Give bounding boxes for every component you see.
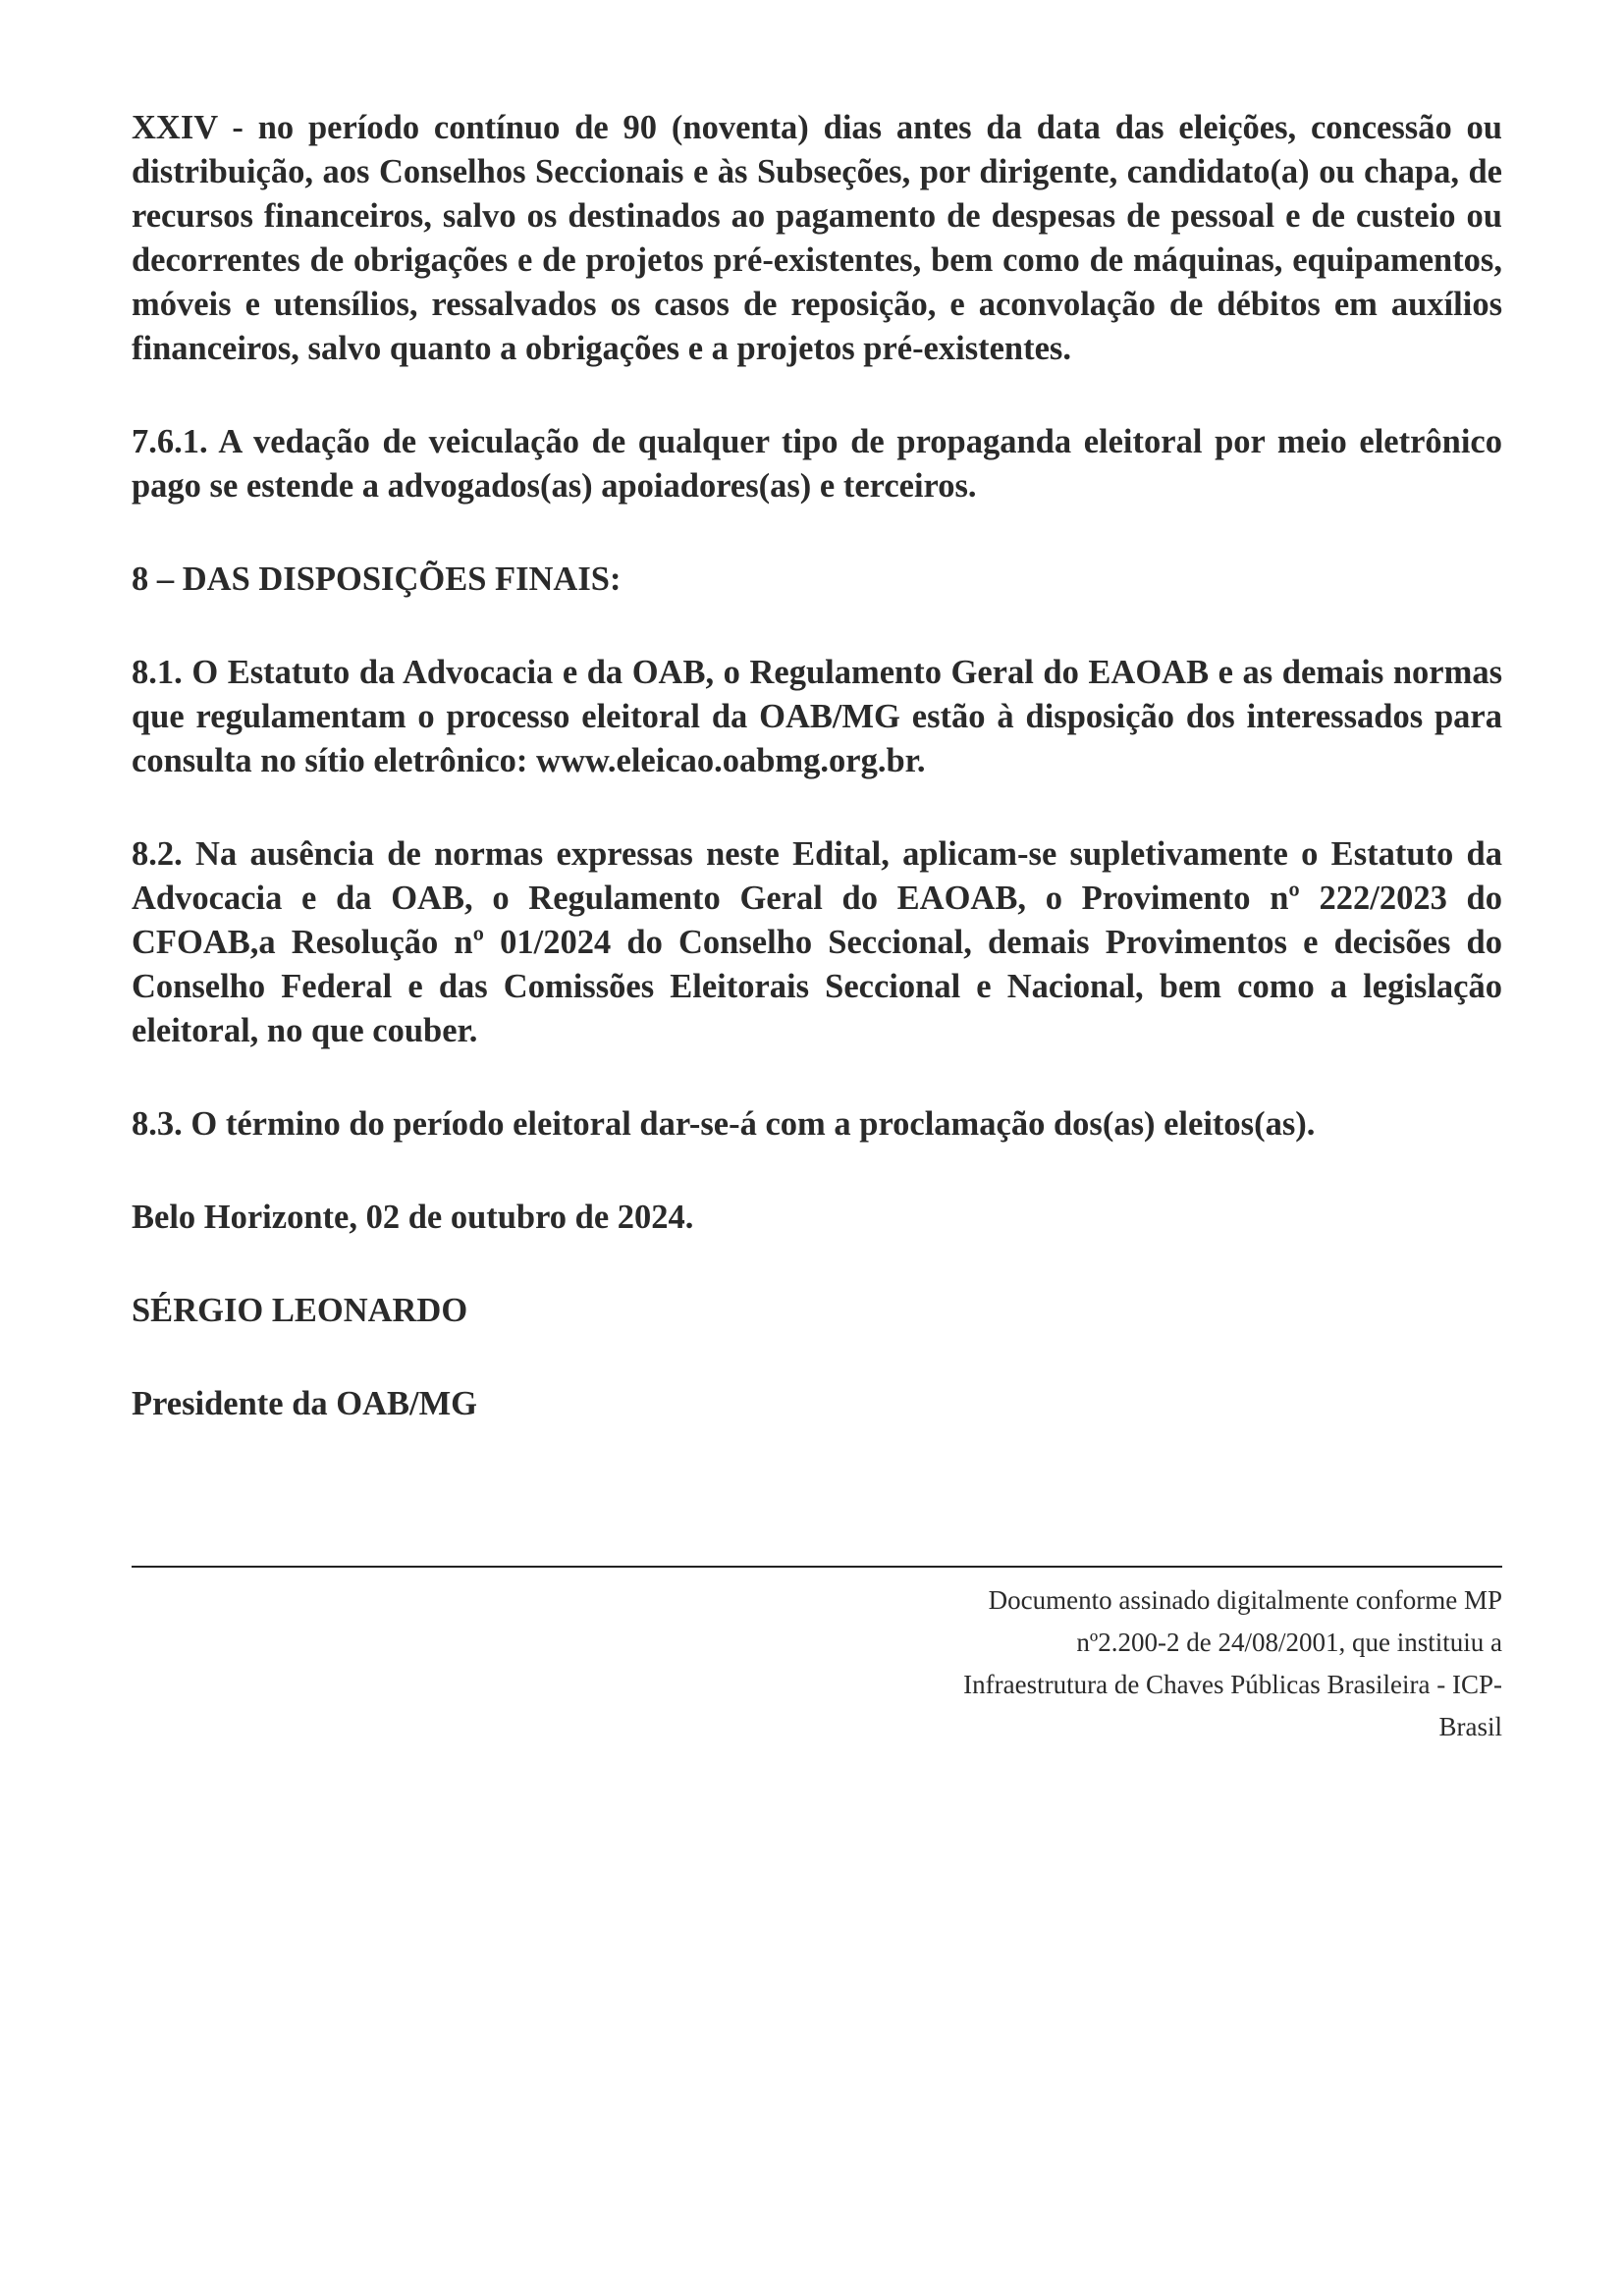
signature-note-line-4: Brasil	[1438, 1712, 1502, 1741]
signature-note-line-2: nº2.200-2 de 24/08/2001, que instituiu a	[1076, 1628, 1502, 1657]
digital-signature-note	[815, 1579, 1502, 1748]
section-heading-8: 8 – DAS DISPOSIÇÕES FINAIS:	[132, 561, 622, 598]
document-body	[132, 106, 1502, 1475]
paragraph-8-2: 8.2. Na ausência de normas expressas neste Edital, aplicam-se supletivamente o Estatuto da Advocacia e da OAB, o Regulamento Geral do EAOAB, o Provimento nº 222/2023 do CFOAB,a Resolução nº 01/2024 do Conselho Seccional, demais Provimentos e decisões do Conselho Federal e das Comissões Eleitorais Seccional e Nacional, bem como a legislação eleitoral, no que couber.	[132, 835, 1502, 1049]
paragraph-8-3: 8.3. O término do período eleitoral dar-se-á com a proclamação dos(as) eleitos(as).	[132, 1105, 1316, 1143]
signature-note-line-1: Documento assinado digitalmente conforme MP	[988, 1585, 1502, 1615]
paragraph-8-1: 8.1. O Estatuto da Advocacia e da OAB, o Regulamento Geral do EAOAB e as demais normas que regulamentam o processo eleitoral da OAB/MG estão à disposição dos interessados para consulta no sítio eletrônico: www.eleicao.oabmg.org.br.	[132, 654, 1502, 779]
date-line: Belo Horizonte, 02 de outubro de 2024.	[132, 1199, 694, 1236]
paragraph-xxiv: XXIV - no período contínuo de 90 (noventa) dias antes da data das eleições, concessão ou distribuição, aos Conselhos Seccionais e às Subseções, por dirigente, candidato(a) ou chapa, de recursos financeiros, salvo os destinados ao pagamento de despesas de pessoal e de custeio ou decorrentes de obrigações e de projetos pré-existentes, bem como de máquinas, equipamentos, móveis e utensílios, ressalvados os casos de reposição, e aconvolação de débitos em auxílios financeiros, salvo quanto a obrigações e a projetos pré-existentes.	[132, 109, 1502, 367]
signature-note-line-3: Infraestrutura de Chaves Públicas Brasileira - ICP-	[963, 1670, 1502, 1699]
signature-divider	[132, 1566, 1502, 1568]
signer-title: Presidente da OAB/MG	[132, 1385, 478, 1422]
signer-name: SÉRGIO LEONARDO	[132, 1292, 468, 1329]
paragraph-7-6-1: 7.6.1. A vedação de veiculação de qualquer tipo de propaganda eleitoral por meio eletrônico pago se estende a advogados(as) apoiadores(as) e terceiros.	[132, 423, 1502, 505]
